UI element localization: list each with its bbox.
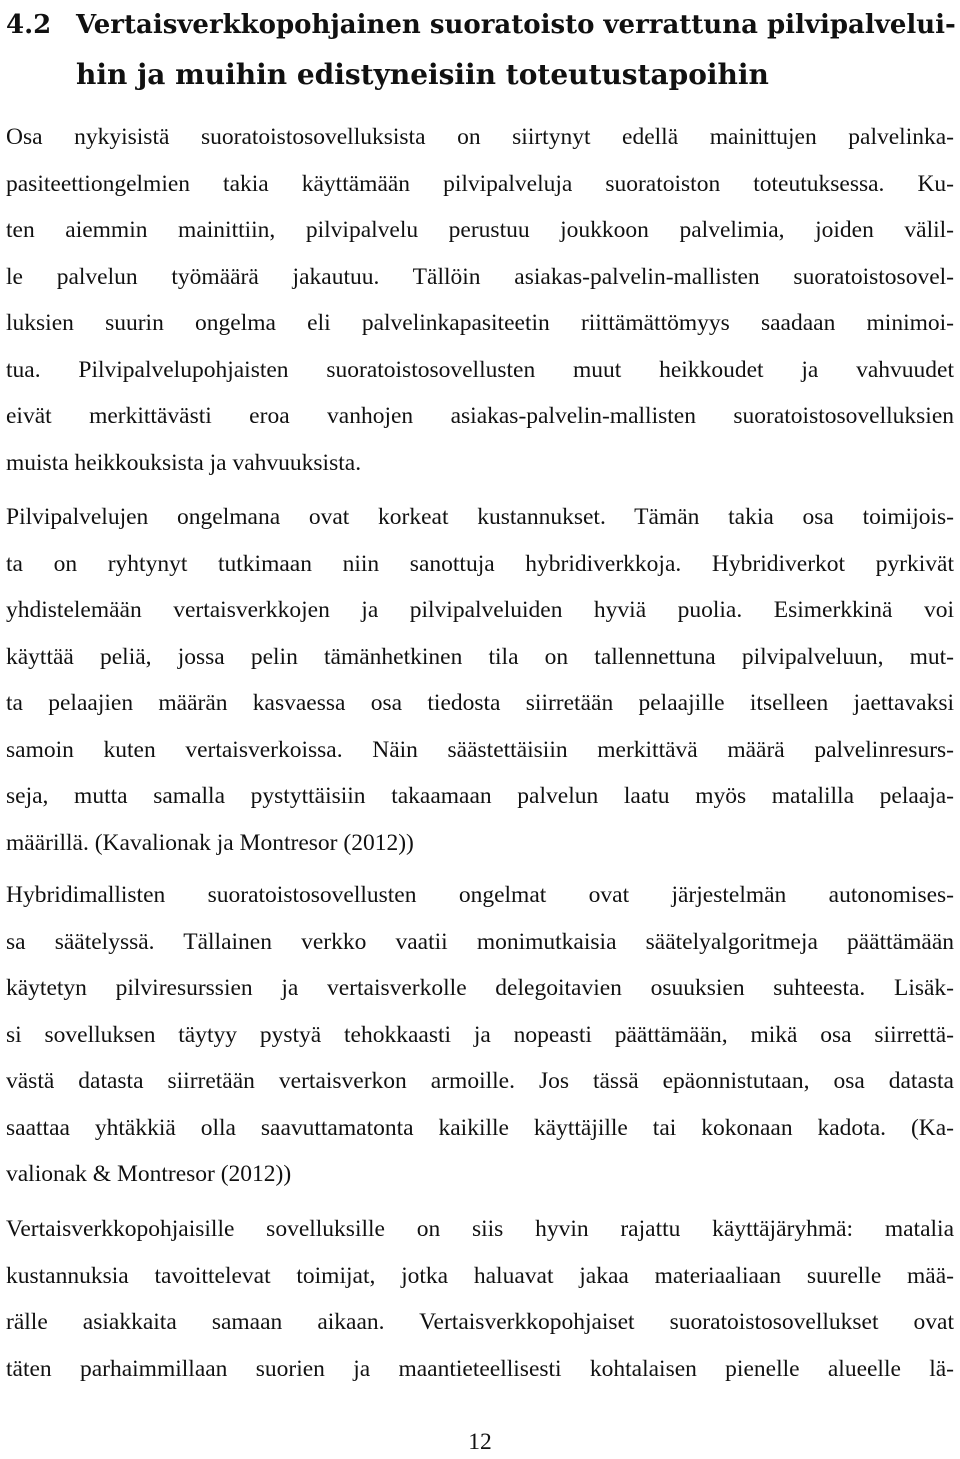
- paragraph-line: kustannuksia tavoittelevat toimijat, jotka haluavat jakaa materiaaliaan suurelle mää-: [6, 1262, 954, 1289]
- paragraph-line: pasiteettiongelmien takia käyttämään pilvipalveluja suoratoiston toteutuksessa. Ku-: [6, 170, 954, 197]
- paragraph-line: luksien suurin ongelma eli palvelinkapasiteetin riittämättömyys saadaan minimoi-: [6, 310, 954, 336]
- paragraph-line: käyttää peliä, jossa pelin tämänhetkinen tila on tallennettuna pilvipalveluun, mut-: [6, 643, 954, 670]
- paragraph-line: täten parhaimmillaan suorien ja maantieteellisesti kohtalaisen pienelle alueelle lä-: [6, 1355, 954, 1382]
- paragraph-line: Pilvipalvelujen ongelmana ovat korkeat kustannukset. Tämän takia osa toimijois-: [6, 504, 954, 530]
- paragraph-line: västä datasta siirretään vertaisverkon armoille. Jos tässä epäonnistutaan, osa datasta: [6, 1068, 954, 1094]
- section-number: 4.2: [6, 10, 52, 40]
- paragraph-line: muista heikkouksista ja vahvuuksista.: [6, 449, 362, 476]
- paragraph-line: Vertaisverkkopohjaisille sovelluksille on siis hyvin rajattu käyttäjäryhmä: matalia: [6, 1216, 954, 1242]
- paragraph-1: [6, 114, 954, 486]
- paragraph-2: [6, 494, 954, 866]
- paragraph-line: ten aiemmin mainittiin, pilvipalvelu perustuu joukkoon palvelimia, joiden välil-: [6, 217, 954, 243]
- page-number: 12: [468, 1429, 492, 1455]
- paragraph-line: sa säätelyssä. Tällainen verkko vaatii monimutkaisia säätelyalgoritmeja päättämään: [6, 928, 954, 955]
- paragraph-line: si sovelluksen täytyy pystyä tehokkaasti ja nopeasti päättämään, mikä osa siirrettä-: [6, 1021, 954, 1048]
- paragraph-line: le palvelun työmäärä jakautuu. Tällöin asiakas-palvelin-mallisten suoratoistosovel-: [6, 263, 954, 290]
- section-heading-line-1: [6, 0, 956, 50]
- paragraph-line: Hybridimallisten suoratoistosovellusten ongelmat ovat järjestelmän autonomises-: [6, 882, 954, 908]
- paragraph-line: samoin kuten vertaisverkoissa. Näin säästettäisiin merkittävä määrä palvelinresurs-: [6, 736, 954, 763]
- paragraph-line: valionak & Montresor (2012)): [6, 1161, 292, 1187]
- paragraph-line: rälle asiakkaita samaan aikaan. Vertaisverkkopohjaiset suoratoistosovellukset ovat: [6, 1309, 954, 1335]
- paragraph-line: käytetyn pilviresurssien ja vertaisverkolle delegoitavien osuuksien suhteesta. Lisäk-: [6, 975, 954, 1001]
- paragraph-line: ta pelaajien määrän kasvaessa osa tiedosta siirretään pelaajille itselleen jaettavaksi: [6, 690, 954, 716]
- section-title-line-2: hin ja muihin edistyneisiin toteutustapoihin: [76, 58, 769, 91]
- paragraph-3: [6, 872, 954, 1198]
- paragraph-line: eivät merkittävästi eroa vanhojen asiakas-palvelin-mallisten suoratoistosovelluksien: [6, 403, 954, 429]
- paragraph-line: Osa nykyisistä suoratoistosovelluksista on siirtynyt edellä mainittujen palvelinka-: [6, 124, 954, 150]
- section-title-line-1: Vertaisverkkopohjainen suoratoisto verrattuna pilvipalvelui-: [76, 10, 956, 40]
- paragraph-4: [6, 1206, 954, 1392]
- section-heading: [6, 0, 956, 100]
- paragraph-line: seja, mutta samalla pystyttäisiin takaamaan palvelun laatu myös matalilla pelaaja-: [6, 783, 954, 809]
- paragraph-line: saattaa yhtäkkiä olla saavuttamatonta kaikille käyttäjille tai kokonaan kadota. (Ka-: [6, 1114, 954, 1141]
- paragraph-line: määrillä. (Kavalionak ja Montresor (2012)): [6, 829, 414, 856]
- paragraph-line: ta on ryhtynyt tutkimaan niin sanottuja hybridiverkkoja. Hybridiverkot pyrkivät: [6, 550, 954, 577]
- paragraph-line: yhdistelemään vertaisverkkojen ja pilvipalveluiden hyviä puolia. Esimerkkinä voi: [6, 597, 954, 623]
- paragraph-line: tua. Pilvipalvelupohjaisten suoratoistosovellusten muut heikkoudet ja vahvuudet: [6, 356, 954, 383]
